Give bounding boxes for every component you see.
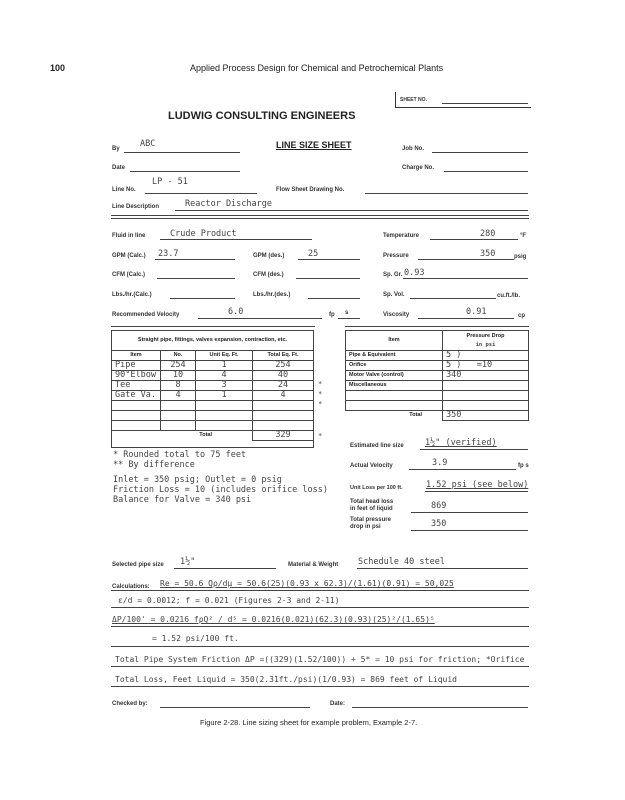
label-line: Total pressure [350, 517, 391, 523]
fluid-label: Fluid in line [112, 233, 146, 239]
figure-caption: Figure 2-28. Line sizing sheet for example problem, Example 2-7. [200, 718, 418, 727]
line-desc-label: Line Description [112, 204, 160, 210]
star-mark: * [318, 400, 323, 408]
line-no-label: Line No. [112, 187, 136, 193]
note: Inlet = 350 psig; Outlet = 0 psig [113, 475, 282, 485]
viscosity-unit: cp [518, 313, 526, 319]
selected-pipe-value: 1½" [180, 557, 196, 567]
cell: 5 ) =10 [443, 361, 529, 371]
temperature-value: 280 [480, 229, 496, 239]
cell: 4 [161, 391, 196, 401]
by-value: ABC [140, 139, 156, 149]
pressure-value: 350 [480, 249, 496, 259]
cell: Motor Valve (control) [346, 371, 443, 381]
cell: Pipe [112, 361, 161, 371]
cell: 8 [161, 381, 196, 391]
head-loss-value: 869 [431, 501, 447, 511]
cell: Orifice [346, 361, 443, 371]
form-title: LINE SIZE SHEET [276, 140, 352, 150]
by-label: By [112, 146, 120, 152]
unit-loss-label: Unit Loss per 100 ft. [350, 485, 403, 491]
viscosity-label: Viscosity [383, 312, 410, 318]
total-value: 350 [443, 411, 529, 421]
cell: Miscellaneous [346, 381, 443, 391]
fluid-value: Crude Product [170, 229, 237, 239]
sheet-no-label: SHEET NO. [400, 97, 427, 103]
est-line-label: Estimated line size [350, 443, 404, 449]
calc-line: Total Pipe System Friction ΔP =((329)(1.52/100)) + 5* = 10 psi for friction; *Orifice [115, 655, 525, 664]
calculations-label: Calculations: [112, 584, 150, 590]
star-mark: * [318, 380, 323, 388]
pressure-drop-table [345, 330, 529, 421]
cell: Pipe & Equivalent [346, 351, 443, 361]
calc-line: ε/d = 0.0012; f = 0.021 (Figures 2-3 and 2-11) [118, 596, 340, 605]
rec-vel-label: Recommended Velocity [112, 312, 180, 318]
cell: 4 [196, 371, 253, 381]
company-name: LUDWIG CONSULTING ENGINEERS [168, 110, 356, 122]
fittings-table [111, 330, 314, 448]
cell: 1 [196, 391, 253, 401]
calc-line: = 1.52 psi/100 ft. [152, 634, 239, 643]
cell: 1 [196, 361, 253, 371]
table-row [346, 361, 529, 371]
total-label: Total [409, 412, 422, 419]
notes [113, 450, 328, 505]
note: ** By difference [113, 460, 195, 470]
pressure-unit: psig [514, 254, 527, 260]
actual-vel-label: Actual Velocity [350, 463, 393, 469]
col-header: Pressure Drop [466, 332, 505, 339]
cell: 10 [161, 371, 196, 381]
note: Balance for Valve = 340 psi [113, 495, 252, 505]
fittings-table-title: Straight pipe, fittings, valves expansion, contraction, etc. [112, 331, 314, 351]
gpm-des-label: GPM (des.) [253, 253, 285, 259]
col-header-unit: in psi [475, 341, 496, 348]
cell: 5 ) [443, 351, 529, 361]
date-label-2: Date: [330, 701, 346, 707]
press-drop-label [350, 517, 391, 531]
cell: 40 [253, 371, 314, 381]
col-header: No. [161, 351, 196, 361]
calc-line: ΔP/100' = 0.0216 fρQ² / d⁵ = 0.0216(0.021)(62.3)(0.93)(25)²/(1.65)⁵ [112, 615, 435, 624]
temperature-unit: °F [520, 233, 527, 239]
note: * Rounded total to 75 feet [113, 450, 247, 460]
est-line-value: 1½" (verified) [425, 438, 497, 448]
col-header: Item [112, 351, 161, 361]
cfm-des-label: CFM (des.) [253, 272, 284, 278]
sp-vol-unit: cu.ft./lb. [497, 293, 520, 299]
table-row [112, 371, 314, 381]
cell: Gate Va. [112, 391, 161, 401]
cell: 24 [253, 381, 314, 391]
lbs-calc-label: Lbs./hr.(Calc.) [112, 292, 152, 298]
charge-no-label: Charge No. [402, 165, 435, 171]
table-row [112, 361, 314, 371]
cell: 340 [443, 371, 529, 381]
cell: Tee [112, 381, 161, 391]
rec-vel-unit: fp [329, 312, 335, 318]
material-label: Material & Weight [288, 562, 339, 568]
lbs-des-label: Lbs./hr.(des.) [253, 292, 291, 298]
cell: 4 [253, 391, 314, 401]
pressure-label: Pressure [383, 253, 409, 259]
job-no-label: Job No. [402, 146, 424, 152]
sp-gr-value: 0.93 [404, 268, 425, 278]
star-mark: * [318, 390, 323, 398]
cell: 3 [196, 381, 253, 391]
table-row [346, 351, 529, 361]
gpm-calc-label: GPM (Calc.) [112, 253, 146, 259]
gpm-calc-value: 23.7 [158, 249, 179, 259]
selected-pipe-label: Selected pipe size [112, 562, 164, 568]
label-line: Total head loss [350, 499, 394, 505]
rec-vel-value: 6.0 [228, 307, 244, 317]
cfm-calc-label: CFM (Calc.) [112, 272, 145, 278]
cell: 254 [161, 361, 196, 371]
total-label: Total [112, 431, 253, 441]
actual-vel-value: 3.9 [432, 458, 448, 468]
star-mark: * [318, 432, 323, 440]
col-header: Unit Eq. Ft. [196, 351, 253, 361]
press-drop-value: 350 [431, 519, 447, 529]
col-header: Total Eq. Ft. [253, 351, 314, 361]
cell [443, 381, 529, 391]
table-row [346, 371, 529, 381]
checked-by-label: Checked by: [112, 701, 148, 707]
actual-vel-unit: fp s [518, 463, 529, 469]
total-value: 329 [253, 431, 314, 441]
note: Friction Loss = 10 (includes orifice loss) [113, 485, 328, 495]
page-number: 100 [50, 63, 66, 73]
cell: 254 [253, 361, 314, 371]
table-row [112, 381, 314, 391]
line-no-value: LP - 51 [152, 177, 188, 187]
label-line: drop in psi [350, 524, 381, 530]
viscosity-value: 0.91 [466, 307, 487, 317]
head-loss-label [350, 499, 393, 513]
cell: 90°Elbow [112, 371, 161, 381]
gpm-des-value: 25 [308, 249, 319, 259]
calc-line: Re = 50.6 Qρ/dμ = 50.6(25)(0.93 x 62.3)/(1.61)(0.91) = 50,025 [160, 579, 454, 588]
date-label: Date [112, 165, 126, 171]
unit-loss-value: 1.52 psi (see below) [426, 480, 529, 490]
flow-sheet-label: Flow Sheet Drawing No. [276, 187, 345, 193]
temperature-label: Temperature [383, 233, 419, 239]
sp-vol-label: Sp. Vol. [383, 292, 405, 298]
label-line: in feet of liquid [350, 506, 393, 512]
line-desc-value: Reactor Discharge [185, 199, 272, 209]
book-title: Applied Process Design for Chemical and Petrochemical Plants [190, 63, 444, 73]
calc-line: Total Loss, Feet Liquid = 350(2.31ft./psi)(1/0.93) = 869 feet of Liquid [115, 675, 457, 684]
col-header: Item [346, 331, 443, 351]
table-row [346, 381, 529, 391]
material-value: Schedule 40 steel [358, 557, 445, 567]
sp-gr-label: Sp. Gr. [383, 272, 403, 278]
rec-vel-unit-value: s [345, 310, 349, 316]
table-row [112, 391, 314, 401]
